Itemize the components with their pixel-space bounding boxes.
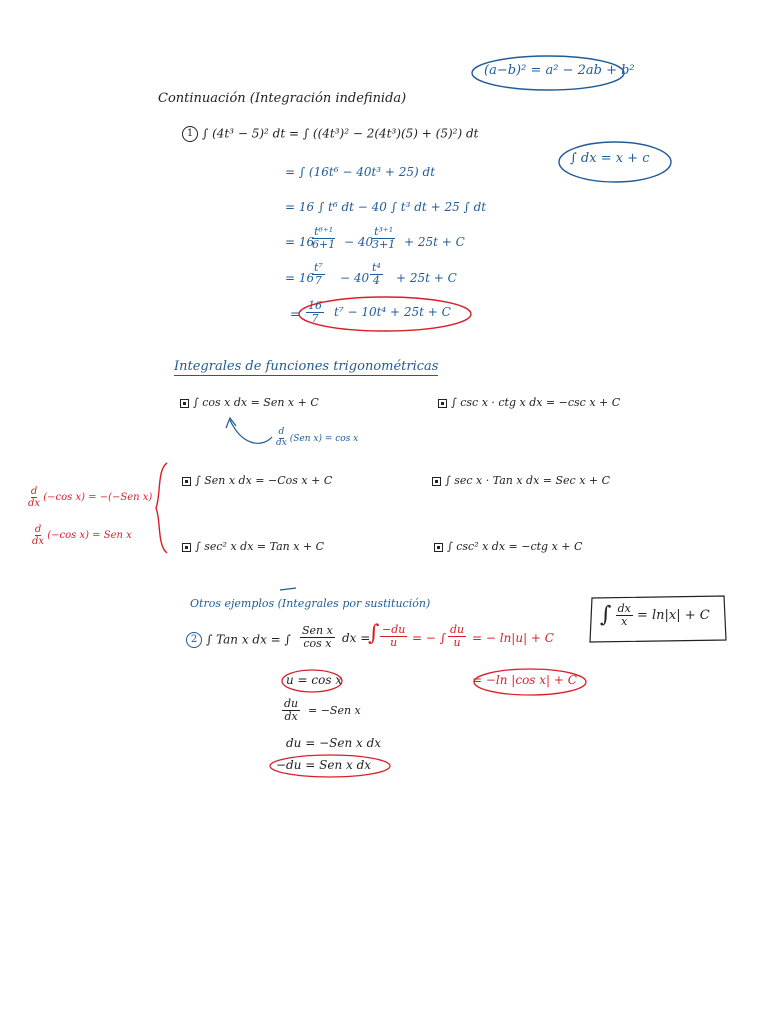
frac-den: dx <box>284 709 298 723</box>
example-1-text: ∫ (4t³ − 5)² dt = ∫ ((4t³)² − 2(4t³)(5) + (5)²) dt <box>202 126 479 141</box>
page-title: Continuación (Integración indefinida) <box>158 91 407 106</box>
example-1-line1 <box>182 126 478 142</box>
red-note-2-rest: (−cos x) = Sen x <box>47 530 132 541</box>
frac-num: Sen x <box>302 624 333 637</box>
example-1-line4-tail: + 25t + C <box>404 235 465 249</box>
ln-box-num: dx <box>617 602 631 615</box>
example-1-line5-frac1 <box>312 262 325 286</box>
frac-den: u <box>453 635 461 649</box>
example-1-line4-mid: − 40 <box>344 235 374 249</box>
example-2-dx: dx = <box>342 631 371 645</box>
trig-item-2-text: ∫ csc x · ctg x dx = −csc x + C <box>451 396 621 409</box>
bullet-icon <box>180 399 189 408</box>
example-2-red-frac <box>380 624 407 648</box>
deriv-note <box>276 428 358 449</box>
sub-u: u = cos x <box>286 673 343 687</box>
section-trig-heading: Integrales de funciones trigonométricas <box>174 360 438 376</box>
frac-num: t⁷ <box>314 261 323 274</box>
trig-item-3-text: ∫ Sen x dx = −Cos x + C <box>195 474 333 487</box>
frac-num: du <box>284 697 299 710</box>
bullet-icon <box>432 477 441 486</box>
example-2-eq2: = − ∫ <box>412 631 446 645</box>
example-2-number: 2 <box>186 632 202 648</box>
frac-den: 4 <box>372 273 380 287</box>
example-1-line4-frac1 <box>310 226 337 250</box>
ln-box <box>600 603 710 628</box>
deriv-arrow <box>230 420 272 443</box>
trig-item-6-text: ∫ csc² x dx = −ctg x + C <box>447 540 583 553</box>
example-1-line6-frac <box>306 300 324 324</box>
trig-item-6 <box>434 541 582 553</box>
frac-den: u <box>390 635 398 649</box>
trig-item-4 <box>432 475 610 487</box>
example-1-line5-tail: + 25t + C <box>396 271 457 285</box>
frac-num: t³⁺¹ <box>374 225 394 238</box>
trig-item-3 <box>182 475 332 487</box>
formula-box: (a−b)² = a² − 2ab + b² <box>484 63 635 78</box>
section-other-heading: Otros ejemplos (Integrales por sustitución) <box>190 597 431 610</box>
frac-den: 6+1 <box>312 237 336 251</box>
example-2-red-int: ∫ <box>368 621 380 646</box>
ln-box-int: ∫ <box>600 602 612 628</box>
sub-du-tail: = −Sen x <box>308 704 361 717</box>
red-note-1-d: d <box>30 486 38 497</box>
trig-item-1-text: ∫ cos x dx = Sen x + C <box>193 396 319 409</box>
frac-num: t⁴ <box>372 261 381 274</box>
ln-box-den: x <box>621 615 628 629</box>
bullet-icon <box>434 543 443 552</box>
frac-num: t⁶⁺¹ <box>314 225 334 238</box>
example-1-result: t⁷ − 10t⁴ + 25t + C <box>334 305 451 319</box>
red-note-1-rest: (−cos x) = −(−Sen x) <box>43 492 153 503</box>
trig-item-2 <box>438 397 620 409</box>
bullet-icon <box>438 399 447 408</box>
bullet-icon <box>182 543 191 552</box>
example-1-line4-frac2 <box>370 226 397 250</box>
example-1-line3: = 16 ∫ t⁶ dt − 40 ∫ t³ dt + 25 ∫ dt <box>285 200 487 214</box>
deriv-dx: dx <box>276 437 287 448</box>
dash-mark <box>280 588 296 590</box>
example-1-line4-eq: = 16 <box>285 235 315 249</box>
deriv-rest: (Sen x) = cos x <box>289 433 359 444</box>
example-1-line5-eq: = 16 <box>285 271 315 285</box>
trig-item-4-text: ∫ sec x · Tan x dx = Sec x + C <box>445 474 611 487</box>
frac-num: −du <box>382 623 406 636</box>
sub-line3: du = −Sen x dx <box>286 736 382 750</box>
example-1-line2: = ∫ (16t⁶ − 40t³ + 25) dt <box>285 165 436 179</box>
deriv-d: d <box>278 427 285 437</box>
red-note-1-dx: dx <box>28 498 41 509</box>
frac-den: cos x <box>303 636 332 650</box>
frac-num: 16 <box>308 299 322 312</box>
trig-item-5 <box>182 541 324 553</box>
frac-num: du <box>450 623 465 636</box>
red-note-2-dx: dx <box>32 536 45 547</box>
deriv-arrowhead <box>226 418 236 428</box>
red-note-1 <box>28 486 152 509</box>
ln-box-tail: = ln|x| + C <box>637 608 710 624</box>
red-bracket <box>156 463 167 553</box>
example-2-lhs-text: ∫ Tan x dx = ∫ <box>206 632 291 647</box>
frac-den: 7 <box>314 273 322 287</box>
sub-du-frac <box>282 698 300 722</box>
red-note-2-d: d <box>34 524 42 535</box>
frac-den: 3+1 <box>372 237 396 251</box>
example-1-line5-frac2 <box>370 262 383 286</box>
example-1-number: 1 <box>182 126 198 142</box>
example-2-frac1 <box>300 625 335 649</box>
example-2-frac2 <box>448 624 466 648</box>
dx-box: ∫ dx = x + c <box>570 151 650 166</box>
example-1-line6-eq: = <box>290 307 301 321</box>
example-2-result: = −ln |cos x| + C <box>472 673 577 687</box>
example-2-lhs <box>186 632 291 648</box>
red-note-2 <box>32 524 132 547</box>
trig-item-1 <box>180 397 319 409</box>
sub-line4: −du = Sen x dx <box>276 758 372 772</box>
trig-item-5-text: ∫ sec² x dx = Tan x + C <box>195 540 325 553</box>
example-2-tail: = − ln|u| + C <box>472 631 554 645</box>
bullet-icon <box>182 477 191 486</box>
frac-den: 7 <box>311 311 319 325</box>
example-1-line5-mid: − 40 <box>340 271 370 285</box>
